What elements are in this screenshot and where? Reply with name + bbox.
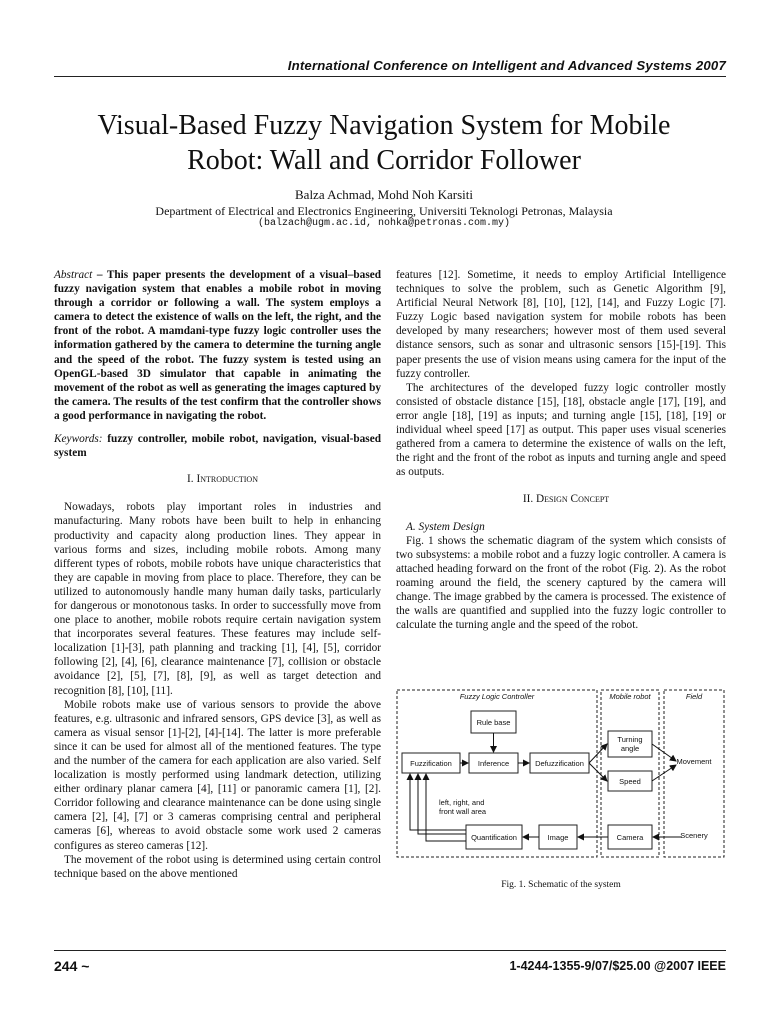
field-group-label: Field — [685, 692, 703, 701]
inference-label: Inference — [477, 759, 510, 768]
conference-header: International Conference on Intelligent and Advanced Systems 2007 — [287, 58, 726, 73]
quantification-label: Quantification — [471, 833, 517, 842]
defuzzification-label: Defuzzification — [535, 759, 584, 768]
footer-rule — [54, 950, 726, 951]
section-1-number: I. — [187, 473, 194, 486]
left-column — [54, 268, 381, 881]
abstract-label: Abstract — [54, 269, 93, 281]
figure-1-caption: Fig. 1. Schematic of the system — [501, 880, 621, 890]
abstract — [54, 268, 381, 423]
mobile-robot-group-label: Mobile robot — [609, 692, 651, 701]
schematic-diagram — [396, 689, 726, 859]
section-2-heading — [396, 492, 726, 506]
paper-title — [40, 108, 728, 178]
figure-1-schematic — [396, 689, 726, 859]
movement-label: Movement — [676, 757, 712, 766]
arrow-to-speed — [589, 763, 607, 781]
page-number: 244 ~ — [54, 958, 90, 974]
affiliation: Department of Electrical and Electronics Engineering, Universiti Teknologi Petronas, Malaysia — [155, 204, 613, 218]
scenery-label: Scenery — [680, 831, 708, 840]
copyright-notice: 1-4244-1355-9/07/$25.00 @2007 IEEE — [509, 959, 726, 973]
intro-paragraph-2: Mobile robots make use of various sensors to provide the above features, e.g. ultrasonic and infrared sensors, GPS device [3], as well as camera as visual sensor [1]-[2], [4]-[14]. The latter is more preferable since it can be used for almost all of the mentioned features. The type and the number of the camera for each application are also varied. Self localization is mostly performed using landmark detection, utilizing either ordinary planar camera [4], [11] or panoramic camera [1], [2]. Corridor following and clearance maintenance can be done using single camera [2], [4], [7] or 3 cameras comprising central and peripheral cameras [6], whereas to avoid obstacle some work used 2 cameras configures as stereo cameras [12]. — [54, 698, 381, 852]
abstract-dash: – — [92, 269, 107, 281]
rule-base-label: Rule base — [476, 718, 511, 727]
title-line-1: Visual-Based Fuzzy Navigation System for Mobile — [97, 110, 671, 141]
design-paragraph-1: Fig. 1 shows the schematic diagram of the system which consists of two subsystems: a mobile robot and a fuzzy logic controller. A camera is attached heading forward on the front of the robot (Fig. 2). As the robot roaming around the field, the scenery captured by the camera will change. The image grabbed by the camera is processed. The existence of the walls are quantified and supplied into the fuzzy logic controller to calculate the turning angle and the speed of the robot. — [396, 534, 726, 632]
author-emails: (balzach@ugm.ac.id, nohka@petronas.com.my) — [257, 218, 511, 229]
intro-paragraph-5: The architectures of the developed fuzzy logic controller mostly consisted of obstacle distance [15], [18], obstacle angle [17], [19], and error angle [18], [19] as inputs; and turning angle [15], [18], [19] or individual wheel speed [17] as output. This paper uses visual sceneries gathered from a camera to determine the existence of walls on the left, the right and the front of the robot as inputs and turning angle and speed as outputs. — [396, 381, 726, 479]
intro-paragraph-4: features [12]. Sometime, it needs to employ Artificial Intelligence techniques to solve the problem, such as Genetic Algorithm [9], Artificial Neural Network [8], [10], [12], [14], and Fuzzy Logic [7]. Fuzzy Logic based navigation system for mobile robots has been developed by many researchers; however most of them used several distance sensors, such as sonar and ultrasonic sensors [15]-[19]. This paper presents the use of vision means using camera for the input of the fuzzy controller. — [396, 269, 726, 380]
arrow-to-turning-angle — [589, 744, 607, 763]
speed-label: Speed — [619, 777, 641, 786]
section-1-heading — [54, 472, 381, 486]
abstract-text: This paper presents the development of a visual–based fuzzy navigation system that enables a mobile robot in moving through a corridor or following a wall. The system employs a camera to detect the existence of walls on the left, the right, and the front of the robot. A mamdani-type fuzzy logic controller uses the information gathered by the camera to determine the turning angle and the speed of the robot. The fuzzy system is tested using an OpenGL-based 3D simulator that capable in animating the movement of the robot as well as generating the images captured by the camera. The results of the test confirm that the controller shows a good performance in navigating the robot. — [54, 269, 382, 422]
keywords-text: fuzzy controller, mobile robot, navigation, visual-based system — [54, 433, 381, 460]
intro-paragraph-3: The movement of the robot using is determined using certain control technique based on the above mentioned — [54, 853, 381, 880]
image-label: Image — [547, 833, 569, 842]
fuzzification-label: Fuzzification — [410, 759, 452, 768]
turning-angle-label-2: angle — [620, 744, 640, 753]
turning-angle-label-1: Turning — [617, 735, 643, 744]
wall-area-label-1: left, right, and — [439, 798, 485, 807]
section-2-number: II. — [522, 493, 534, 506]
flc-group-label: Fuzzy Logic Controller — [459, 692, 535, 701]
section-2-title: Design Concept — [536, 493, 610, 506]
right-column — [396, 268, 726, 632]
header-rule — [54, 76, 726, 77]
section-1-title: Introduction — [196, 473, 258, 486]
subsection-a-heading: A. System Design — [406, 520, 485, 533]
keywords-label: Keywords: — [54, 433, 103, 446]
wall-area-label-2: front wall area — [439, 807, 487, 816]
title-line-2: Robot: Wall and Corridor Follower — [187, 145, 581, 176]
intro-paragraph-1: Nowadays, robots play important roles in industries and manufacturing. Many robots have been built to help in enhancing productivity and capacity along production lines. They appear in various forms and sizes, including mobile robots. Among many different types of robots, mobile robots have unique characteristics that they are capable in moving from place to place. Therefore, they can be utilized to autonomously handle many human daily tasks, particularly for dangerous or monotonous tasks. In order to successfully move from one place to another, mobile robots require certain navigation system that incorporates several features. These features may include self-localization [1]-[3], path planning and tracking [1], [4], [5], corridor following [2], [4], [6], clearance maintenance [7], collision or obstacle avoidance [2], [5], [7], [8], [9], as well as target detection and recognition [8], [10], [11]. — [54, 501, 381, 697]
camera-label: Camera — [616, 833, 644, 842]
keywords — [54, 432, 381, 460]
authors: Balza Achmad, Mohd Noh Karsiti — [295, 187, 473, 202]
